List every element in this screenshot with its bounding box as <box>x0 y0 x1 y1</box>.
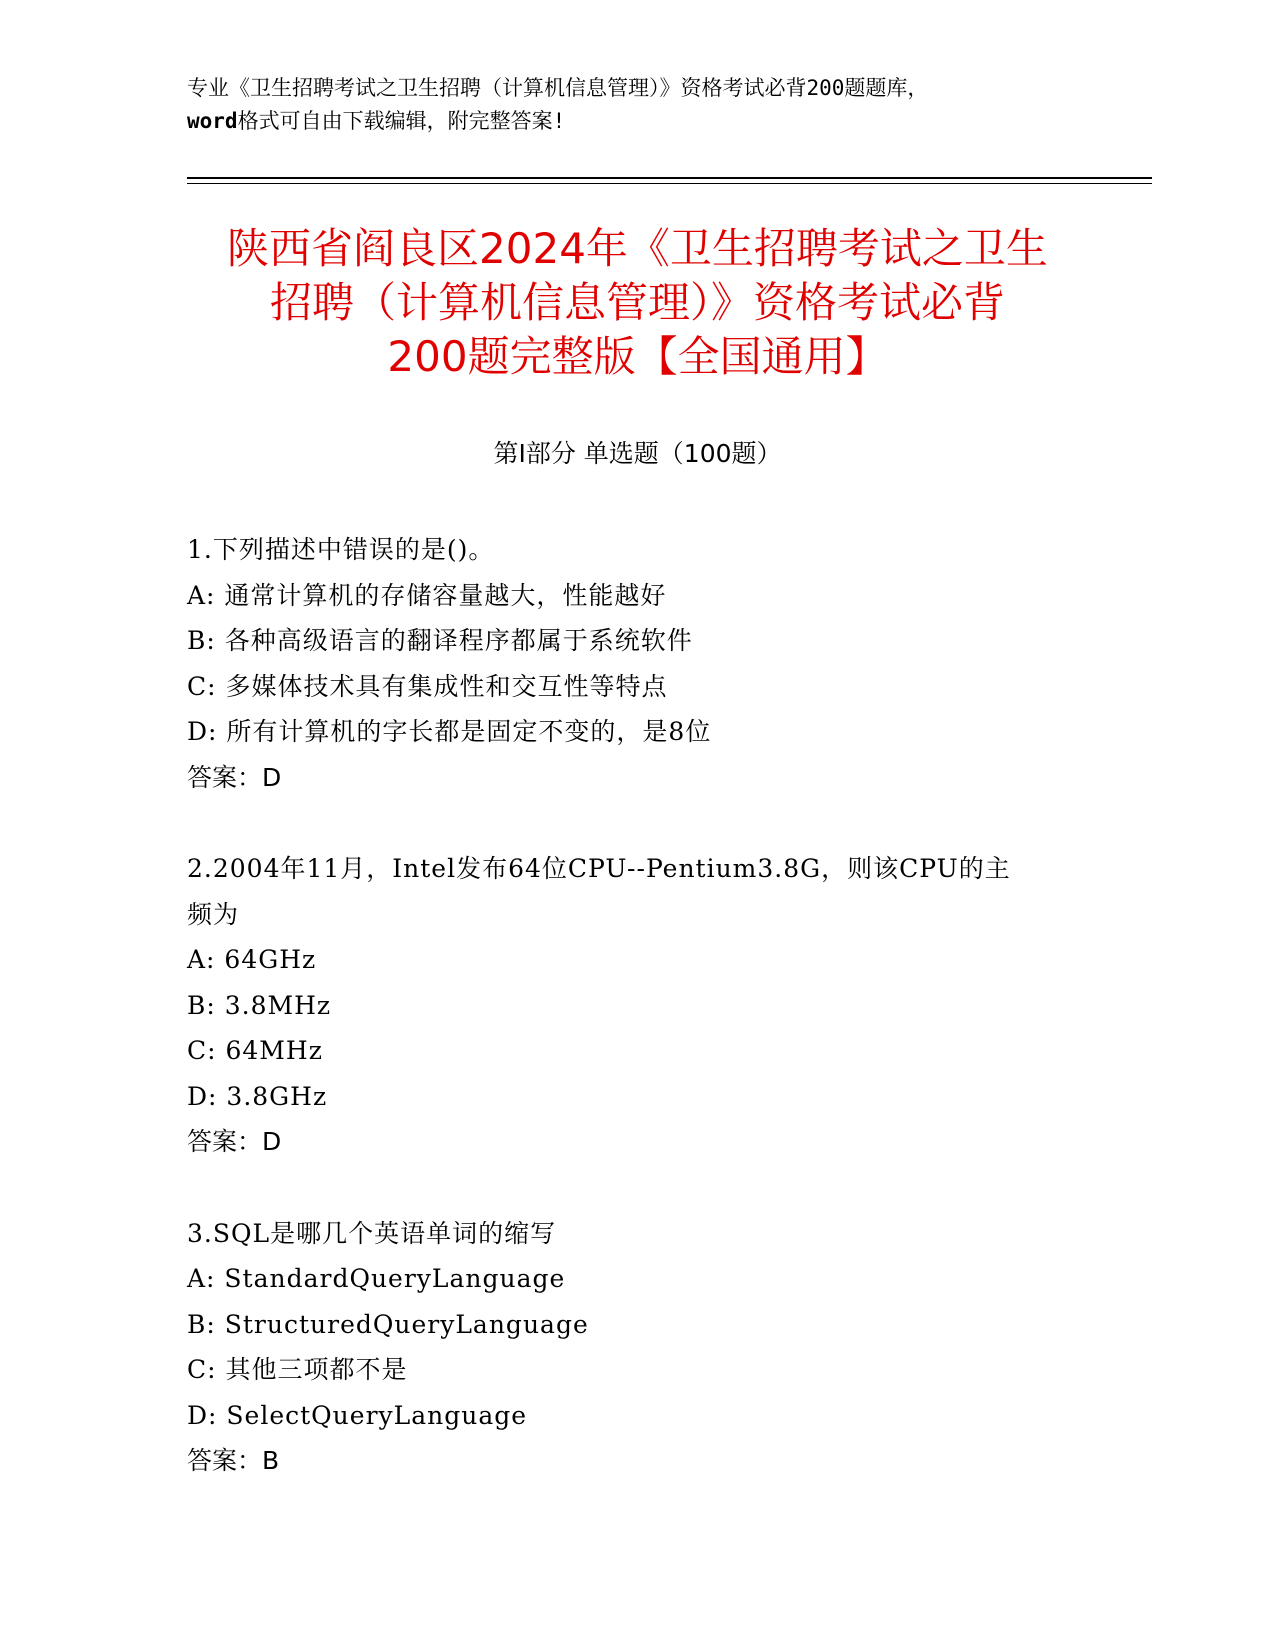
question-stem: 3.SQL是哪几个英语单词的缩写 <box>187 1218 557 1248</box>
option-d: D: 所有计算机的字长都是固定不变的，是8位 <box>187 717 712 746</box>
header-line-1: 专业《卫生招聘考试之卫生招聘（计算机信息管理）》资格考试必背200题题库， <box>187 76 929 100</box>
header-rule-thick <box>187 177 1152 179</box>
header-rule-thin <box>187 183 1152 184</box>
section-heading: 第Ⅰ部分 单选题（100题） <box>493 439 782 468</box>
question-3 <box>187 1211 1087 1484</box>
title-line-3: 200题完整版【全国通用】 <box>387 332 888 381</box>
option-a: A: 通常计算机的存储容量越大，性能越好 <box>187 580 667 610</box>
document-title <box>150 222 1125 384</box>
answer: 答案：D <box>187 1127 282 1156</box>
question-list <box>187 527 1087 1530</box>
option-d: D: SelectQueryLanguage <box>187 1400 528 1430</box>
header-line-2-text: 格式可自由下载编辑，附完整答案! <box>237 109 566 133</box>
option-d: D: 3.8GHz <box>187 1081 328 1111</box>
header-note <box>187 72 1087 138</box>
question-stem: 2.2004年11月，Intel发布64位CPU--Pentium3.8G，则该CPU的主 <box>187 854 1011 883</box>
option-c: C: 其他三项都不是 <box>187 1355 408 1384</box>
question-2 <box>187 846 1087 1165</box>
answer: 答案：D <box>187 762 282 792</box>
option-a: A: 64GHz <box>187 945 317 974</box>
option-c: C: 多媒体技术具有集成性和交互性等特点 <box>187 671 668 701</box>
title-line-2: 招聘（计算机信息管理）》资格考试必背 <box>269 278 1005 327</box>
question-stem: 1.下列描述中错误的是()。 <box>187 535 495 564</box>
header-word-label: word <box>187 109 238 133</box>
answer: 答案：B <box>187 1446 280 1475</box>
title-line-1: 陕西省阎良区2024年《卫生招聘考试之卫生 <box>227 224 1048 273</box>
option-c: C: 64MHz <box>187 1036 323 1065</box>
header-line-2 <box>187 105 1087 138</box>
question-stem-continued: 频为 <box>187 899 240 929</box>
option-b: B: StructuredQueryLanguage <box>187 1309 589 1339</box>
question-1 <box>187 527 1087 800</box>
option-b: B: 3.8MHz <box>187 990 332 1020</box>
option-b: B: 各种高级语言的翻译程序都属于系统软件 <box>187 626 693 655</box>
option-a: A: StandardQueryLanguage <box>187 1264 566 1293</box>
